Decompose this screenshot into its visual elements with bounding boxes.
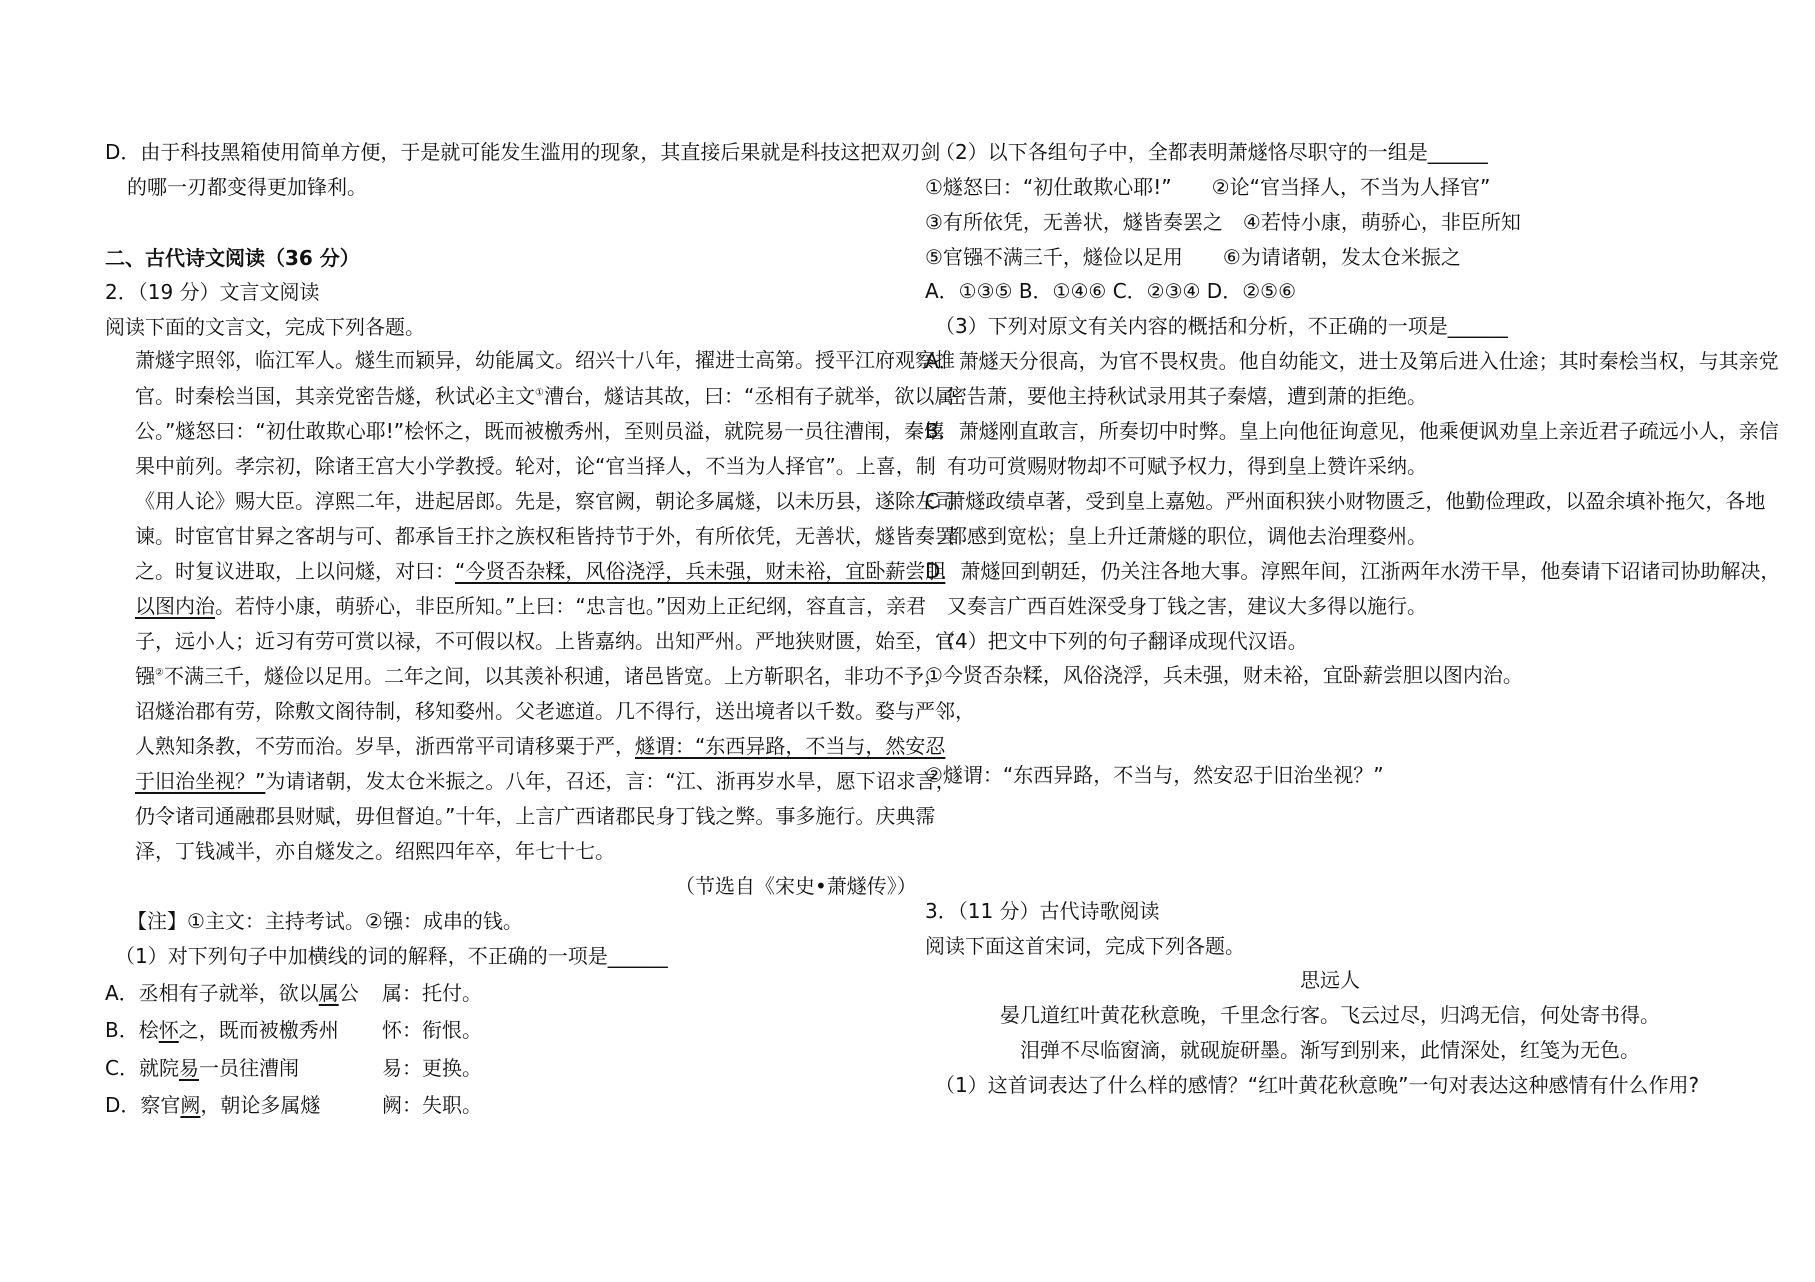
sub1-option-a: A．丞相有子就举，欲以属公 属：托付。 — [105, 981, 482, 1005]
footnote: 【注】①主文：主持考试。②镪：成串的钱。 — [127, 909, 523, 933]
poem-line-1: 晏几道红叶黄花秋意晚，千里念行客。飞云过尽，归鸿无信，何处寄书得。 — [1000, 1003, 1660, 1027]
passage-line: 以图内治。若恃小康，萌骄心，非臣所知。”上曰：“忠言也。”因劝上正纪纲，容直言，亲君 — [135, 594, 927, 618]
question-2-title: 2．（19 分）文言文阅读 — [105, 280, 320, 304]
passage-line: 子，远小人；近习有劳可赏以禄，不可假以权。上皆嘉纳。出知严州。严地狭财匮，始至，官 — [135, 629, 955, 653]
poem-line-2: 泪弹不尽临窗滴，就砚旋研墨。渐写到别来，此情深处，红笺为无色。 — [1020, 1038, 1640, 1062]
question-3-title: 3．（11 分）古代诗歌阅读 — [925, 899, 1160, 923]
sub3-option-c-cont: 都感到宽松；皇上升迁萧燧的职位，调他去治理婺州。 — [947, 524, 1427, 548]
poem-sub-question-1: （1）这首词表达了什么样的感情？“红叶黄花秋意晚”一句对表达这种感情有什么作用? — [935, 1073, 1700, 1097]
underlined-sentence-2-end: 于旧治坐视？” — [135, 769, 266, 793]
option-d-prev-line2: 的哪一刃都变得更加锋利。 — [127, 175, 367, 199]
footnote-2-mark: ② — [155, 667, 164, 679]
passage-source: （节选自《宋史•萧燧传》） — [675, 874, 917, 898]
sub1-option-b: B．桧怀之，既而被檄秀州 怀：衔恨。 — [105, 1018, 482, 1042]
passage-line: 果中前列。孝宗初，除诸王宫大小学教授。轮对，论“官当择人，不当为人择官”。上喜，制 — [135, 454, 936, 478]
passage-line: 泽，丁钱减半，亦自燧发之。绍熙四年卒，年七十七。 — [135, 839, 615, 863]
translation-item-2: ②燧谓：“东西异路，不当与，然安忍于旧治坐视？” — [925, 763, 1384, 787]
sub3-option-b: B．萧燧刚直敢言，所奏切中时弊。皇上向他征询意见，他乘便讽劝皇上亲近君子疏远小人，亲信 — [925, 419, 1779, 443]
sub-question-3: （3）下列对原文有关内容的概括和分析，不正确的一项是______ — [935, 314, 1508, 338]
passage-line: 诏燧治郡有劳，除敷文阁待制，移知婺州。父老遮道。几不得行，送出境者以千数。婺与严邻， — [135, 699, 975, 723]
passage-line: 人熟知条教，不劳而治。岁旱，浙西常平司请移粟于严，燧谓：“东西异路，不当与，然安忍 — [135, 734, 946, 758]
passage-line: 镪②不满三千，燧俭以足用。二年之间，以其羡补积逋，诸邑皆宽。上方靳职名，非功不予， — [135, 664, 944, 688]
translation-item-1: ①今贤否杂糅，风俗浇浮，兵未强，财未裕，宜卧薪尝胆以图内治。 — [925, 663, 1523, 687]
sub3-option-d-cont: 又奏言广西百姓深受身丁钱之害，建议大多得以施行。 — [947, 594, 1427, 618]
section-heading: 二、古代诗文阅读（36 分） — [105, 246, 360, 270]
passage-line: 公。”燧怒曰：“初仕敢欺心耶!”桧怀之，既而被檄秀州，至则员溢，就院易一员往漕闱，秦熺 — [135, 419, 945, 443]
sub3-option-a: A．萧燧天分很高，为官不畏权贵。他自幼能文，进士及第后进入仕途；其时秦桧当权，与其亲党 — [925, 349, 1779, 373]
sub3-option-d: D．萧燧回到朝廷，仍关注各地大事。淳熙年间，江浙两年水涝干旱，他奏请下诏诸司协助解决， — [925, 559, 1781, 583]
sub-question-4: （4）把文中下列的句子翻译成现代汉语。 — [935, 629, 1308, 653]
sub3-option-b-cont: 有功可赏赐财物却不可赋予权力，得到皇上赞许采纳。 — [947, 454, 1427, 478]
passage-line: 于旧治坐视？”为请诸朝，发太仓米振之。八年，召还，言：“江、浙再岁水旱，愿下诏求言， — [135, 769, 956, 793]
question-3-instruction: 阅读下面这首宋词，完成下列各题。 — [925, 934, 1245, 958]
sub-question-1: （1）对下列句子中加横线的词的解释，不正确的一项是______ — [115, 944, 668, 968]
question-2-instruction: 阅读下面的文言文，完成下列各题。 — [105, 315, 425, 339]
passage-line: 官。时秦桧当国，其亲党密告燧，秋试必主文①漕台，燧诘其故，曰：“丞相有子就举，欲以属 — [135, 384, 955, 408]
passage-line: 仍令诸司通融郡县财赋，毋但督迫。”十年，上言广西诸郡民身丁钱之弊。事多施行。庆典霈 — [135, 804, 936, 828]
underlined-sentence-2: 燧谓：“东西异路，不当与，然安忍 — [635, 734, 946, 758]
sub3-option-a-cont: 密告萧，要他主持秋试录用其子秦熺，遭到萧的拒绝。 — [947, 384, 1427, 408]
footnote-1-mark: ① — [535, 387, 544, 399]
underlined-sentence-1-end: 以图内治 — [135, 594, 215, 618]
sub2-options: A．①③⑤ B．①④⑥ C．②③④ D．②⑤⑥ — [925, 279, 1296, 303]
sub3-option-c: C 萧燧政绩卓著，受到皇上嘉勉。严州面积狭小财物匮乏，他勤俭理政，以盈余填补拖欠，各地 — [925, 489, 1766, 513]
passage-line: 之。时复议进取，上以问燧，对曰：“今贤否杂糅，风俗浇浮，兵未强，财未裕，宜卧薪尝胆 — [135, 559, 946, 583]
passage-line: 谏。时宦官甘昪之客胡与可、都承旨王抃之族权秬皆持节于外，有所依凭，无善状，燧皆奏罢 — [135, 524, 955, 548]
sub2-group-line3: ⑤官镪不满三千，燧俭以足用 ⑥为请诸朝，发太仓米振之 — [925, 245, 1461, 269]
sub1-option-c: C．就院易一员往漕闱 易：更换。 — [105, 1056, 482, 1080]
poem-title: 思远人 — [1300, 968, 1360, 992]
sub2-group-line2: ③有所依凭，无善状，燧皆奏罢之 ④若恃小康，萌骄心，非臣所知 — [925, 210, 1521, 234]
option-d-prev-line1: D．由于科技黑箱使用简单方便，于是就可能发生滥用的现象，其直接后果就是科技这把双刃剑 — [105, 140, 941, 164]
sub2-group-line1: ①燧怒曰：“初仕敢欺心耶!” ②论“官当择人，不当为人择官” — [925, 175, 1491, 199]
sub-question-2: （2）以下各组句子中，全都表明萧燧恪尽职守的一组是______ — [935, 140, 1488, 164]
passage-line: 《用人论》赐大臣。淳熙二年，进起居郎。先是，察官阙，朝论多属燧，以未历县，遂除左司 — [135, 489, 955, 513]
underlined-sentence-1: “今贤否杂糅，风俗浇浮，兵未强，财未裕，宜卧薪尝胆 — [455, 559, 946, 583]
passage-line: 萧燧字照邻，临江军人。燧生而颖异，幼能属文。绍兴十八年，擢进士高第。授平江府观察推 — [135, 348, 955, 372]
sub1-option-d: D．察官阙，朝论多属燧 阙：失职。 — [105, 1093, 482, 1117]
